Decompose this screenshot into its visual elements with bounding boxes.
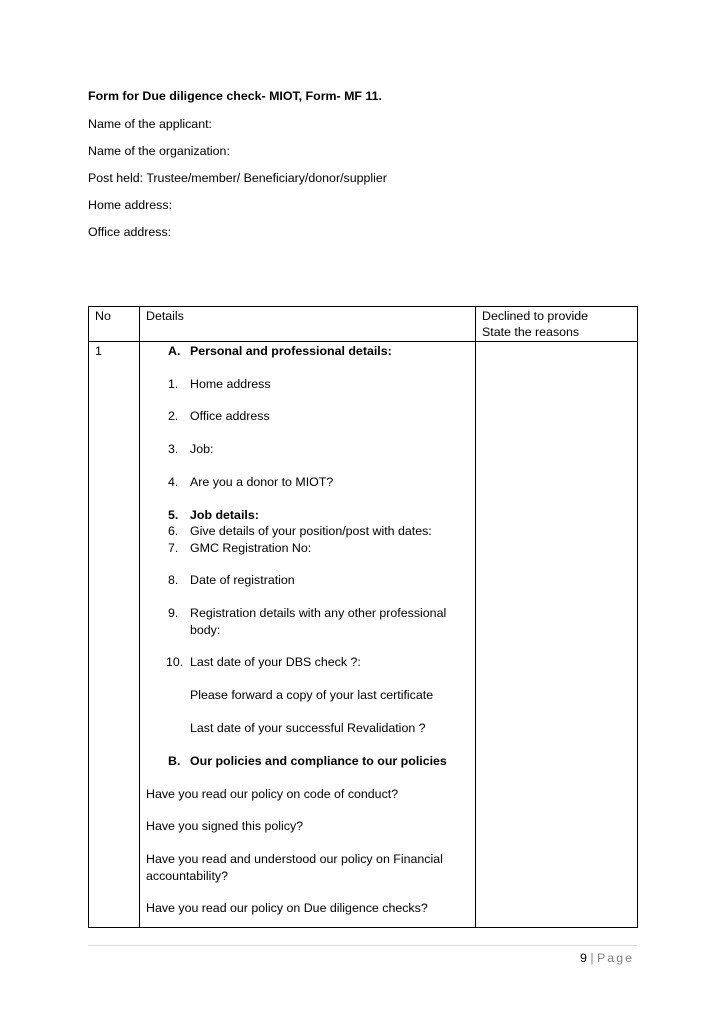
section-b-heading: B. Our policies and compliance to our policies — [168, 753, 447, 768]
list-item: 8. Date of registration — [168, 573, 295, 588]
field-organization-name: Name of the organization: — [88, 144, 230, 158]
header-no: No — [89, 307, 140, 342]
table-row — [89, 341, 638, 927]
footer-separator: | — [590, 951, 594, 965]
due-diligence-table — [88, 306, 638, 928]
section-a-heading: A. Personal and professional details: — [168, 343, 392, 358]
policy-question: Have you signed this policy? — [146, 819, 304, 834]
header-declined — [476, 307, 638, 342]
field-applicant-name: Name of the applicant: — [88, 117, 212, 131]
row-details-cell — [140, 341, 476, 927]
policy-question: Have you read our policy on code of conduct? — [146, 786, 399, 801]
policy-question: Have you read our policy on Due diligence checks? — [146, 901, 428, 916]
list-item: 2. Office address — [168, 409, 270, 424]
list-item: 10. Last date of your DBS check ?: — [166, 655, 361, 670]
page-footer — [580, 950, 634, 966]
header-declined-line1: Declined to provide — [482, 309, 589, 323]
page-number: 9 — [580, 951, 587, 965]
footer-divider — [88, 945, 637, 946]
field-post-held: Post held: Trustee/member/ Beneficiary/donor/supplier — [88, 171, 387, 185]
list-item: 4. Are you a donor to MIOT? — [168, 475, 334, 489]
revalidation-question: Last date of your successful Revalidation ? — [190, 721, 426, 735]
policy-question: Have you read and understood our policy on Financial accountability? — [146, 852, 443, 883]
page-label: Page — [597, 951, 634, 965]
table-header-row — [89, 307, 638, 342]
list-item: 9. Registration details with any other professional body: — [168, 606, 447, 637]
list-item: 5. Job details: — [168, 507, 259, 522]
dbs-certificate-note: Please forward a copy of your last certificate — [190, 688, 434, 703]
form-title: Form for Due diligence check- MIOT, Form- MF 11. — [88, 89, 382, 103]
row-declined-cell — [476, 341, 638, 927]
field-office-address: Office address: — [88, 225, 172, 239]
field-home-address: Home address: — [88, 198, 173, 212]
row-number-cell: 1 — [89, 341, 140, 927]
list-item: 6. Give details of your position/post with dates: — [168, 524, 432, 539]
header-details: Details — [140, 307, 476, 342]
list-item: 7. GMC Registration No: — [168, 540, 312, 555]
list-item: 3. Job: — [168, 442, 214, 457]
header-declined-line2: State the reasons — [482, 325, 580, 340]
list-item: 1. Home address — [168, 376, 271, 391]
